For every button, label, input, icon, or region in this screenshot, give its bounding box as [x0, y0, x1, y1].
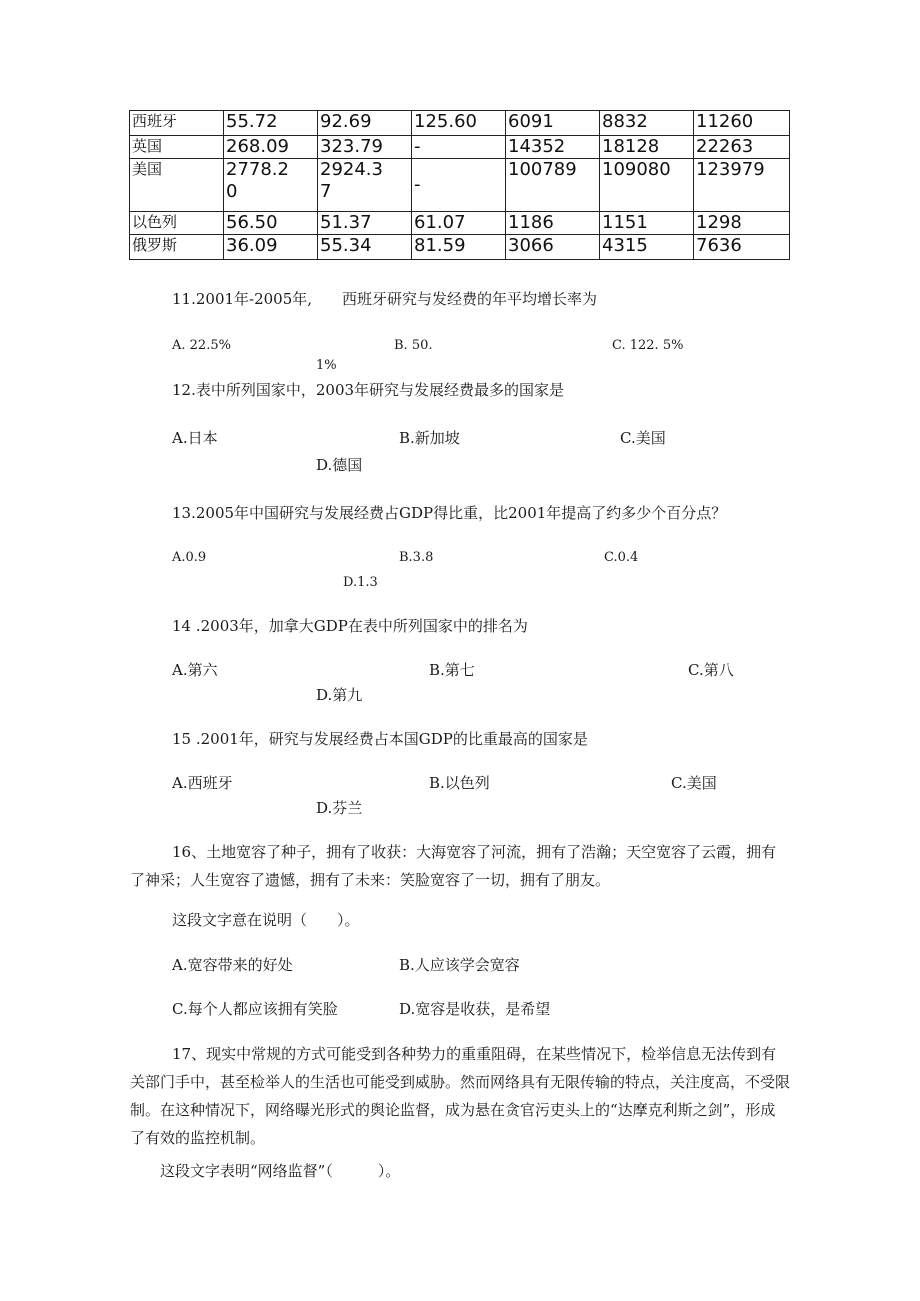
- table-cell: 268.09: [224, 136, 318, 159]
- table-cell: 36.09: [224, 235, 318, 260]
- table-cell: 51.37: [318, 212, 412, 235]
- table-cell-country: 西班牙: [130, 111, 224, 136]
- table-cell-country: 以色列: [130, 212, 224, 235]
- table-cell: 14352: [506, 136, 600, 159]
- table-cell: 1186: [506, 212, 600, 235]
- table-cell: 2924.37: [318, 159, 412, 212]
- table-cell: 8832: [600, 111, 694, 136]
- table-cell: 123979: [694, 159, 790, 212]
- question-14-option-c: C.第八: [688, 661, 734, 679]
- table-cell: 56.50: [224, 212, 318, 235]
- table-cell-country: 俄罗斯: [130, 235, 224, 260]
- table-row-uk: [130, 136, 790, 159]
- question-15-option-c: C.美国: [671, 774, 717, 792]
- table-cell: -: [412, 136, 506, 159]
- table-cell: 18128: [600, 136, 694, 159]
- question-16-option-c: C.每个人都应该拥有笑脸: [172, 1000, 338, 1018]
- table-cell: 125.60: [412, 111, 506, 136]
- question-13-option-d: D.1.3: [343, 575, 378, 590]
- question-15-option-b: B.以色列: [429, 774, 490, 792]
- question-11-option-b-cont: 1%: [316, 358, 337, 373]
- table-cell: 11260: [694, 111, 790, 136]
- question-14-option-a: A.第六: [172, 661, 218, 679]
- table-cell-country: 英国: [130, 136, 224, 159]
- question-11-option-a: A. 22.5%: [172, 338, 231, 353]
- question-15-option-a: A.西班牙: [172, 774, 233, 792]
- table-cell: 61.07: [412, 212, 506, 235]
- table-cell: 109080: [600, 159, 694, 212]
- question-12-option-d: D.德国: [316, 456, 363, 474]
- question-14-option-b: B.第七: [429, 661, 475, 679]
- question-11-option-b: B. 50.: [394, 338, 433, 353]
- table-row-russia: [130, 235, 790, 260]
- question-17-stem: 这段文字表明“网络监督”（ ）。: [160, 1162, 401, 1180]
- table-cell: 7636: [694, 235, 790, 260]
- table-cell: 81.59: [412, 235, 506, 260]
- table-cell: 323.79: [318, 136, 412, 159]
- table-cell: 1298: [694, 212, 790, 235]
- table-cell: 100789: [506, 159, 600, 212]
- question-15-option-d: D.芬兰: [316, 799, 363, 817]
- question-12-stem: 12.表中所列国家中，2003年研究与发展经费最多的国家是: [172, 381, 565, 399]
- question-12-option-c: C.美国: [620, 429, 666, 447]
- question-12-option-a: A.日本: [172, 429, 218, 447]
- table-cell: -: [412, 159, 506, 212]
- question-12-option-b: B.新加坡: [399, 429, 460, 447]
- question-16-passage: 16、土地宽容了种子，拥有了收获：大海宽容了河流，拥有了浩瀚；天空宽容了云霞，拥有了神采；人生宽容了遗憾，拥有了未来：笑脸宽容了一切，拥有了朋友。: [130, 843, 777, 889]
- table-cell: 4315: [600, 235, 694, 260]
- table-cell: 92.69: [318, 111, 412, 136]
- table-cell: 3066: [506, 235, 600, 260]
- question-13-stem: 13.2005年中国研究与发展经费占GDP得比重，比2001年提高了约多少个百分点？: [172, 504, 727, 522]
- question-15-stem: 15 .2001年，研究与发展经费占本国GDP的比重最高的国家是: [172, 730, 588, 748]
- table-row-spain: [130, 111, 790, 136]
- question-13-option-a: A.0.9: [172, 550, 207, 565]
- question-16-option-a: A.宽容带来的好处: [172, 956, 293, 974]
- table-cell: 55.72: [224, 111, 318, 136]
- question-13-option-b: B.3.8: [399, 550, 434, 565]
- table-cell: 22263: [694, 136, 790, 159]
- question-17-passage: 17、现实中常规的方式可能受到各种势力的重重阻碍，在某些情况下，检举信息无法传到有关部门手中，甚至检举人的生活也可能受到威胁。然而网络具有无限传输的特点，关注度高，不受限制。在这种情况下，网络曝光形式的舆论监督，成为悬在贪官污吏头上的“达摩克利斯之剑”，形成了有效的监控机制。: [130, 1045, 791, 1147]
- table-cell: 6091: [506, 111, 600, 136]
- question-11-option-c: C. 122. 5%: [612, 338, 684, 353]
- question-14-stem: 14 .2003年，加拿大GDP在表中所列国家中的排名为: [172, 617, 528, 635]
- table-cell: 2778.20: [224, 159, 318, 212]
- table-row-usa: [130, 159, 790, 212]
- question-14-option-d: D.第九: [316, 686, 363, 704]
- table-row-israel: [130, 212, 790, 235]
- question-16-stem: 这段文字意在说明（ ）。: [172, 911, 360, 929]
- question-16-option-b: B.人应该学会宽容: [399, 956, 520, 974]
- table-cell: 1151: [600, 212, 694, 235]
- question-11-stem: 11.2001年-2005年, 西班牙研究与发经费的年平均增长率为: [172, 290, 598, 308]
- data-table: [129, 110, 790, 260]
- table-cell-country: 美国: [130, 159, 224, 212]
- question-13-option-c: C.0.4: [604, 550, 639, 565]
- table-cell: 55.34: [318, 235, 412, 260]
- question-16-option-d: D.宽容是收获，是希望: [399, 1000, 551, 1018]
